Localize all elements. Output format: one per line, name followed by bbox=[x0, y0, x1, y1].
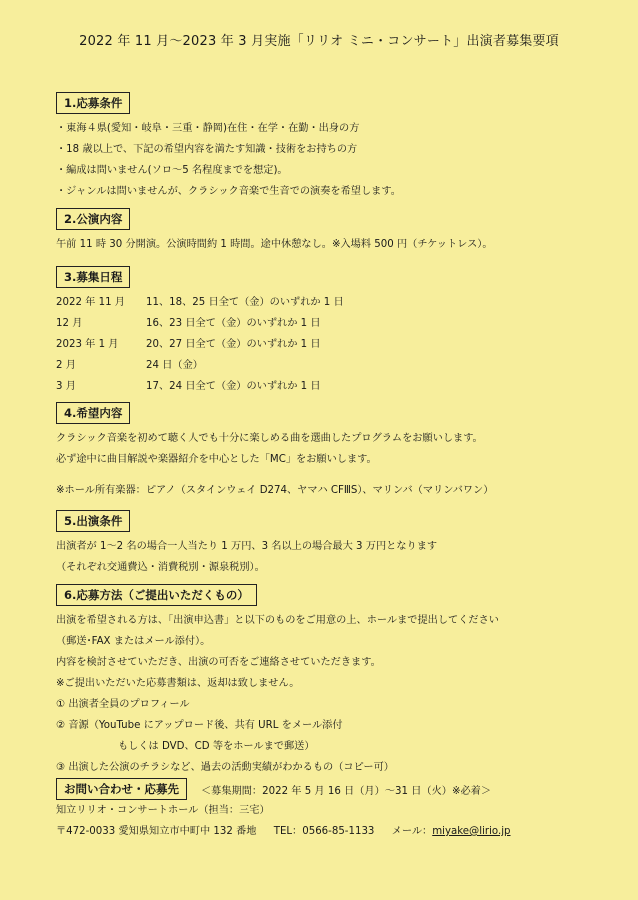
list-item: ① 出演者全員のプロフィール bbox=[56, 699, 190, 710]
schedule-dates: 20、27 日全て（金）のいずれか 1 日 bbox=[146, 339, 321, 350]
list-item: ③ 出演した公演のチラシなど、過去の活動実績がわかるもの（コピー可） bbox=[56, 762, 394, 773]
schedule-month: 2 月 bbox=[56, 360, 76, 371]
application-line: ※ご提出いただいた応募書類は、返却は致しません。 bbox=[56, 678, 300, 689]
list-item: ② 音源（YouTube にアップロード後、共有 URL をメール添付 bbox=[56, 720, 343, 731]
list-item: ・東海４県(愛知・岐阜・三重・静岡)在住・在学・在勤・出身の方 bbox=[56, 123, 360, 134]
application-period: ＜募集期間：2022 年 5 月 16 日（月）〜31 日（火）※必着＞ bbox=[201, 785, 492, 797]
section-heading: 2.公演内容 bbox=[56, 208, 130, 230]
section-heading: 4.希望内容 bbox=[56, 402, 130, 424]
section-performance bbox=[56, 208, 616, 255]
section-conditions bbox=[56, 510, 616, 578]
section-heading: 6.応募方法（ご提出いただくもの） bbox=[56, 584, 257, 606]
schedule-row bbox=[56, 292, 616, 313]
schedule-dates: 24 日（金） bbox=[146, 360, 203, 371]
contact-mail-label: メール： bbox=[391, 826, 433, 837]
request-line: 必ず途中に曲目解説や楽器紹介を中心とした「MC」をお願いします。 bbox=[56, 454, 377, 465]
list-item: ・18 歳以上で、下記の希望内容を満たす知識・技術をお持ちの方 bbox=[56, 144, 358, 155]
schedule-month: 2022 年 11 月 bbox=[56, 297, 125, 308]
list-item-continued: もしくは DVD、CD 等をホールまで郵送） bbox=[118, 741, 315, 752]
schedule-row bbox=[56, 376, 616, 397]
contact-address: 〒472-0033 愛知県知立市中町中 132 番地 bbox=[56, 826, 257, 837]
contact-heading: お問い合わせ・応募先 bbox=[56, 778, 187, 800]
schedule-row bbox=[56, 334, 616, 355]
contact-header bbox=[56, 778, 616, 800]
schedule-dates: 16、23 日全て（金）のいずれか 1 日 bbox=[146, 318, 321, 329]
list-item: ・ジャンルは問いませんが、クラシック音楽で生音での演奏を希望します。 bbox=[56, 186, 401, 197]
schedule-month: 12 月 bbox=[56, 318, 83, 329]
section-heading: 3.募集日程 bbox=[56, 266, 130, 288]
section-eligibility bbox=[56, 92, 616, 202]
section-application bbox=[56, 584, 616, 778]
schedule-dates: 17、24 日全て（金）のいずれか 1 日 bbox=[146, 381, 321, 392]
request-line: クラシック音楽を初めて聴く人でも十分に楽しめる曲を選曲したプログラムをお願いします。 bbox=[56, 433, 483, 444]
schedule-month: 2023 年 1 月 bbox=[56, 339, 119, 350]
schedule-row bbox=[56, 355, 616, 376]
section-schedule bbox=[56, 266, 616, 397]
schedule-row bbox=[56, 313, 616, 334]
contact-tel: TEL：0566-85-1133 bbox=[273, 826, 375, 837]
schedule-dates: 11、18、25 日全て（金）のいずれか 1 日 bbox=[146, 297, 344, 308]
instrument-note: ※ホール所有楽器：ピアノ（スタインウェイ D274、ヤマハ CFⅢS）、マリンバ（マリンバワン） bbox=[56, 485, 494, 496]
contact-org: 知立リリオ・コンサートホール（担当：三宅） bbox=[56, 805, 270, 816]
schedule-month: 3 月 bbox=[56, 381, 76, 392]
performance-text: 午前 11 時 30 分開演。公演時間約 1 時間。途中休憩なし。※入場料 500 円（チケットレス）。 bbox=[56, 239, 493, 250]
application-line: （郵送･FAX またはメール添付）。 bbox=[56, 636, 211, 647]
section-heading: 1.応募条件 bbox=[56, 92, 130, 114]
section-contact bbox=[56, 778, 616, 842]
application-line: 内容を検討させていただき、出演の可否をご連絡させていただきます。 bbox=[56, 657, 381, 668]
application-line: 出演を希望される方は、「出演申込書」と以下のものをご用意の上、ホールまで提出してください bbox=[56, 615, 499, 626]
page-title: 2022 年 11 月〜2023 年 3 月実施「リリオ ミニ・コンサート」出演者募集要項 bbox=[79, 34, 559, 49]
list-item: ・編成は問いません(ソロ〜5 名程度までを想定)。 bbox=[56, 165, 288, 176]
condition-line: （それぞれ交通費込・消費税別・源泉税別）。 bbox=[56, 562, 265, 573]
contact-email-link[interactable]: miyake@lirio.jp bbox=[432, 826, 511, 837]
section-heading: 5.出演条件 bbox=[56, 510, 130, 532]
condition-line: 出演者が 1〜2 名の場合一人当たり 1 万円、3 名以上の場合最大 3 万円となります bbox=[56, 541, 438, 552]
contact-address-row bbox=[56, 821, 616, 842]
section-requests bbox=[56, 402, 616, 501]
